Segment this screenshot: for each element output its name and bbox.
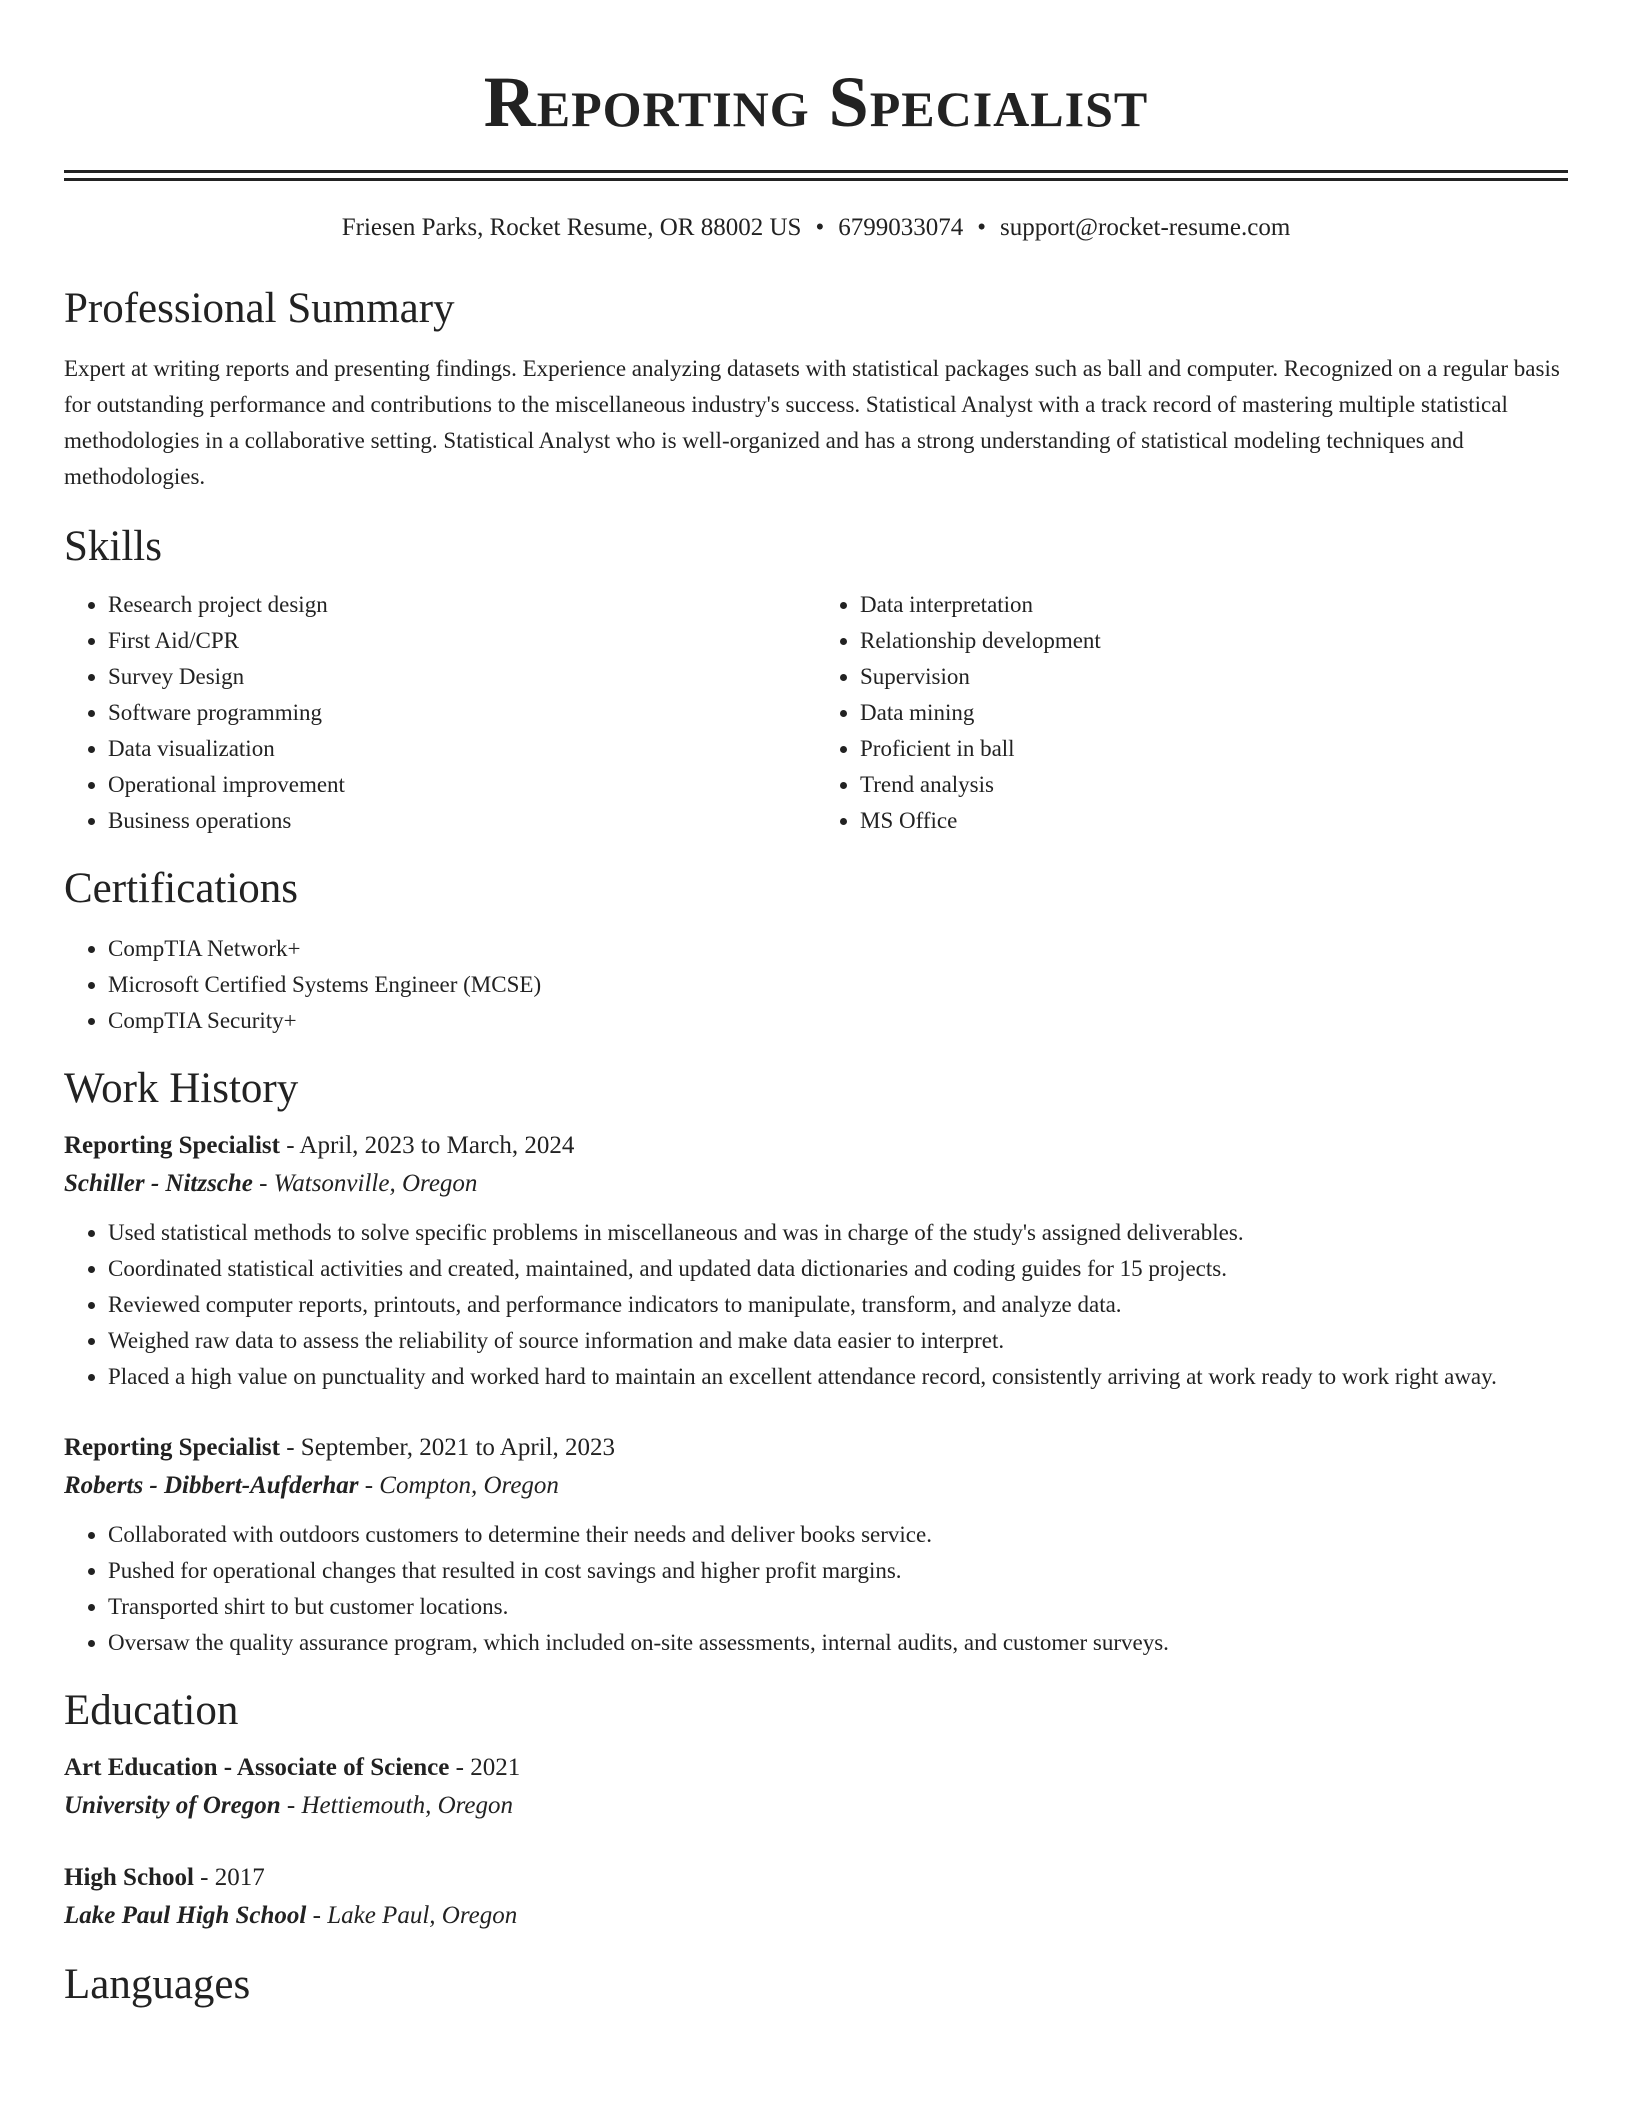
skill-item: • Proficient in ball [860,731,1568,767]
skill-item: • Data interpretation [860,587,1568,623]
job-company: Roberts - Dibbert-Aufderhar [64,1472,359,1499]
work-history-heading: Work History [64,1065,299,1112]
education-year: - 2017 [193,1864,265,1891]
title-double-rule [64,170,1568,181]
education-year: - 2021 [449,1754,521,1781]
resume-title: Reporting Specialist [483,62,1149,142]
job-header [64,1127,1568,1165]
education-entry [64,1859,1568,1935]
education-degree: Art Education - Associate of Science [64,1754,450,1781]
contact-separator: • [977,214,986,241]
certification-item: • CompTIA Network+ [108,931,1568,967]
job-duty: • Coordinated statistical activities and created, maintained, and updated data dictionaries and coding guides for 15 projects. [108,1251,1568,1287]
skill-item: • Data mining [860,695,1568,731]
skill-item: • MS Office [860,803,1568,839]
job-duty: • Collaborated with outdoors customers to determine their needs and deliver books service. [108,1517,1568,1553]
job-location: - Compton, Oregon [358,1472,559,1499]
contact-line [64,211,1568,245]
education-school-line [64,1897,1568,1935]
contact-email: support@rocket-resume.com [999,214,1291,241]
job-location: - Watsonville, Oregon [252,1170,478,1197]
skill-item: • Data visualization [108,731,816,767]
job-duty: • Transported shirt to but customer locations. [108,1589,1568,1625]
job-duty: • Reviewed computer reports, printouts, and performance indicators to manipulate, transform, and analyze data. [108,1287,1568,1323]
skills-list-right [816,587,1568,839]
education-heading: Education [64,1687,239,1734]
contact-phone: 6799033074 [838,214,964,241]
certifications-list [64,931,1568,1039]
summary-text: Expert at writing reports and presenting findings. Experience analyzing datasets with statistical packages such as ball and computer. Recognized on a regular basis for outstanding performance and contributions to the miscellaneous industry's success. Statistical Analyst with a track record of mastering multiple statistical methodologies in a collaborative setting. Statistical Analyst who is well-organized and has a strong understanding of statistical modeling techniques and methodologies. [64,356,1560,489]
skill-item: • Trend analysis [860,767,1568,803]
skills-heading: Skills [64,523,162,570]
skill-item: • Software programming [108,695,816,731]
summary-heading: Professional Summary [64,285,455,332]
job-entry [64,1127,1568,1395]
job-title: Reporting Specialist [64,1434,280,1461]
education-school-line [64,1787,1568,1825]
job-entry [64,1429,1568,1661]
job-duty: • Oversaw the quality assurance program, which included on-site assessments, internal audits, and customer surveys. [108,1625,1568,1661]
education-entry [64,1749,1568,1825]
job-dates: - April, 2023 to March, 2024 [279,1132,575,1159]
education-location: - Lake Paul, Oregon [306,1902,518,1929]
skill-item: • Relationship development [860,623,1568,659]
certifications-heading: Certifications [64,865,299,912]
education-location: - Hettiemouth, Oregon [280,1792,514,1819]
skill-item: • Research project design [108,587,816,623]
job-employer [64,1467,1568,1505]
job-duties-list [64,1517,1568,1661]
contact-separator: • [815,214,825,241]
skill-item: • Operational improvement [108,767,816,803]
skill-item: • First Aid/CPR [108,623,816,659]
education-degree: High School [64,1864,194,1891]
education-school: Lake Paul High School [64,1902,307,1929]
certification-item: • Microsoft Certified Systems Engineer (MCSE) [108,967,1568,1003]
job-duty: • Used statistical methods to solve specific problems in miscellaneous and was in charge of the study's assigned deliverables. [108,1215,1568,1251]
education-degree-line [64,1749,1568,1787]
certification-item: • CompTIA Security+ [108,1003,1568,1039]
contact-address: Friesen Parks, Rocket Resume, OR 88002 US [341,214,802,241]
job-header [64,1429,1568,1467]
job-dates: - September, 2021 to April, 2023 [279,1434,616,1461]
education-school: University of Oregon [64,1792,281,1819]
education-degree-line [64,1859,1568,1897]
skill-item: • Survey Design [108,659,816,695]
job-duty: • Pushed for operational changes that resulted in cost savings and higher profit margins. [108,1553,1568,1589]
languages-heading: Languages [64,1961,251,2008]
job-company: Schiller - Nitzsche [64,1170,253,1197]
skills-columns [64,587,1568,839]
skills-list-left [64,587,816,839]
skill-item: • Business operations [108,803,816,839]
job-title: Reporting Specialist [64,1132,280,1159]
skill-item: • Supervision [860,659,1568,695]
job-duty: • Weighed raw data to assess the reliability of source information and make data easier to interpret. [108,1323,1568,1359]
job-employer [64,1165,1568,1203]
job-duties-list [64,1215,1568,1395]
job-duty: • Placed a high value on punctuality and worked hard to maintain an excellent attendance record, consistently arriving at work ready to work right away. [108,1359,1568,1395]
